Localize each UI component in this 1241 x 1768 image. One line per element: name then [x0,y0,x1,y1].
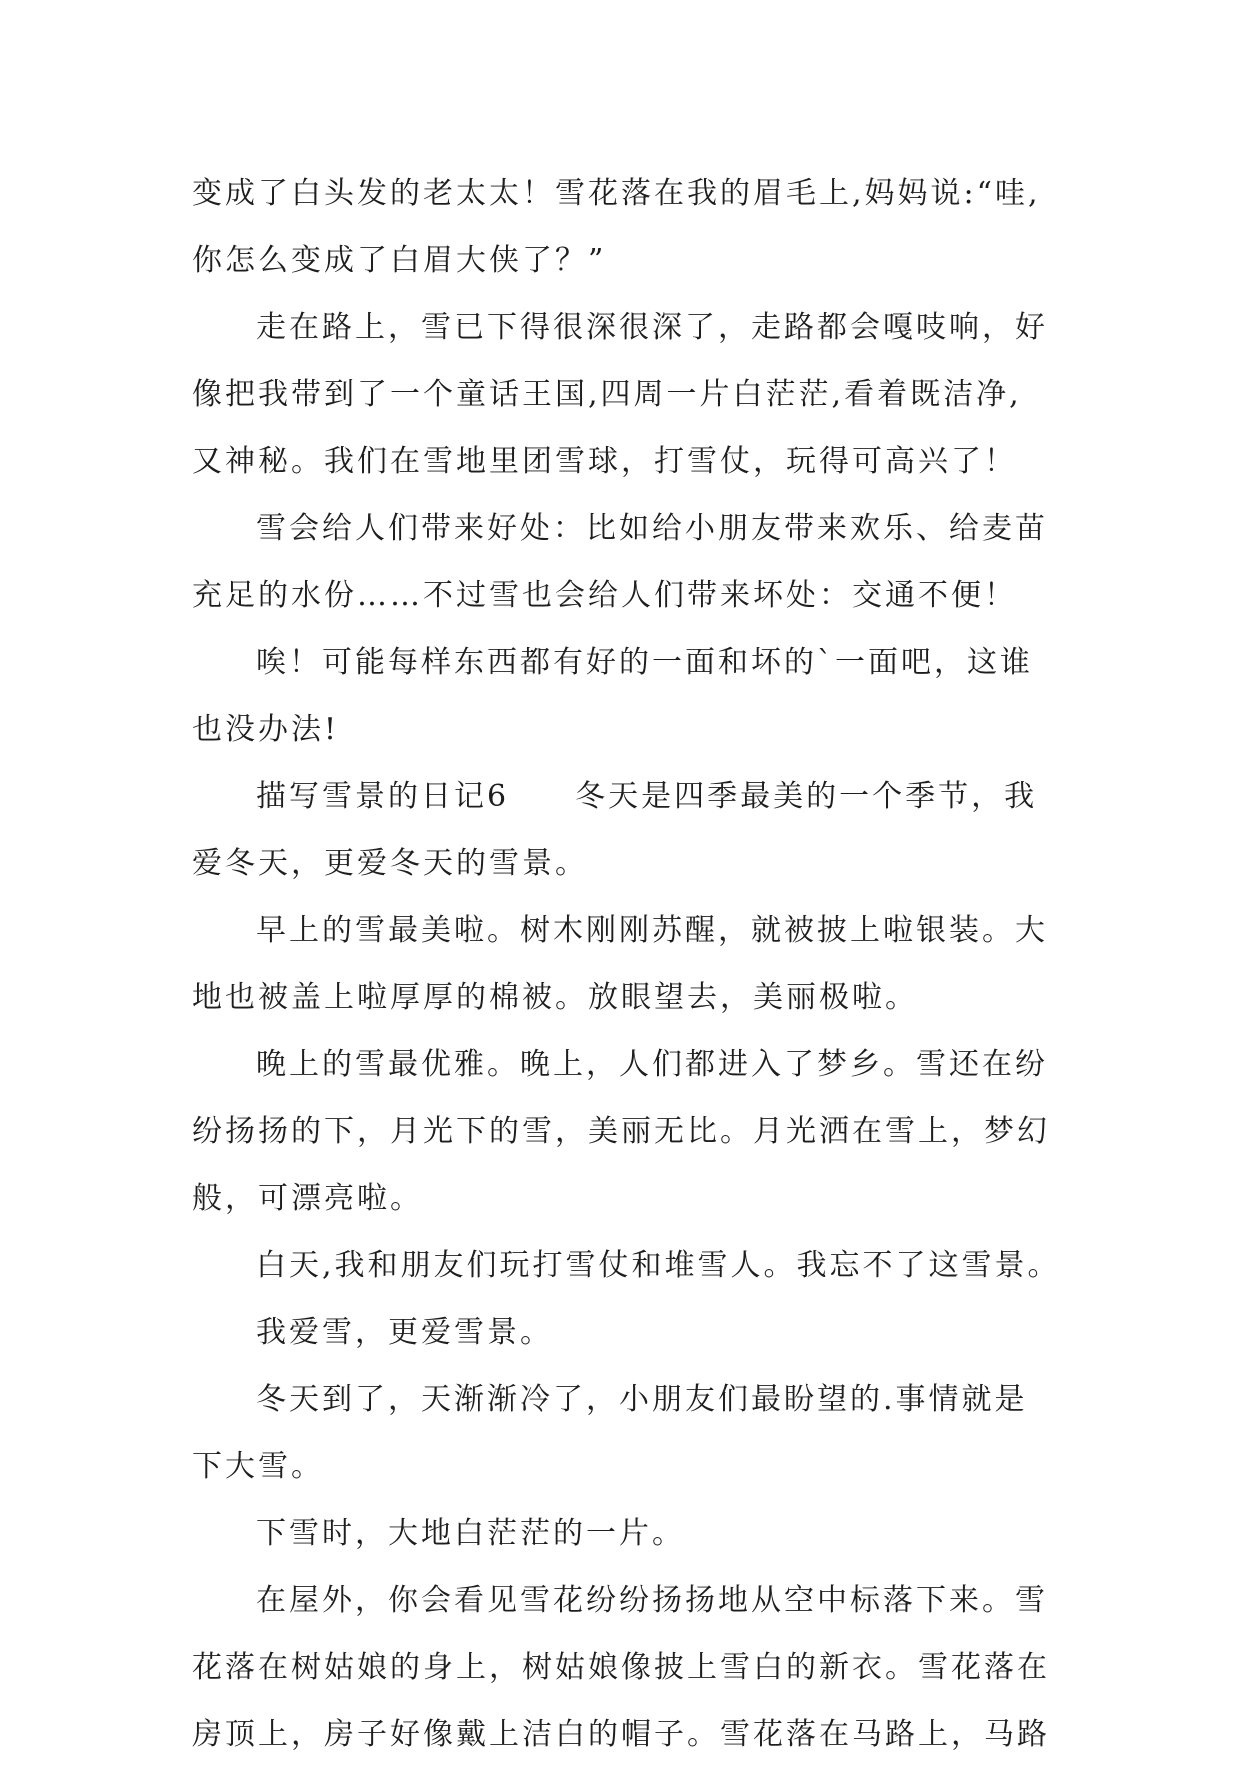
text-line: 白天,我和朋友们玩打雪仗和堆雪人。我忘不了这雪景。 [256,1248,1061,1283]
text-line: 晚上的雪最优雅。晚上，人们都进入了梦乡。雪还在纷 [256,1047,1048,1082]
text-line: 房顶上，房子好像戴上洁白的帽子。雪花落在马路上，马路 [192,1717,1050,1752]
text-line: 充足的水份……不过雪也会给人们带来坏处：交通不便！ [192,578,1017,613]
text-line: 早上的雪最美啦。树木刚刚苏醒，就被披上啦银装。大 [256,913,1048,948]
text-line: 像把我带到了一个童话王国,四周一片白茫茫,看着既洁净, [192,377,1022,412]
text-line: 地也被盖上啦厚厚的棉被。放眼望去，美丽极啦。 [192,980,918,1015]
text-line: 爱冬天，更爱冬天的雪景。 [192,846,588,881]
text-line: 我爱雪，更爱雪景。 [256,1315,553,1350]
text-line: 变成了白头发的老太太！雪花落在我的眉毛上,妈妈说:“哇, [192,176,1041,211]
text-line: 雪会给人们带来好处：比如给小朋友带来欢乐、给麦苗 [256,511,1048,546]
text-line: 在屋外，你会看见雪花纷纷扬扬地从空中标落下来。雪 [256,1583,1048,1618]
text-line: 纷扬扬的下，月光下的雪，美丽无比。月光洒在雪上，梦幻 [192,1114,1050,1149]
text-line: 下雪时，大地白茫茫的一片。 [256,1516,685,1551]
text-line: 般，可漂亮啦。 [192,1181,423,1216]
body-text [192,160,1072,1768]
text-line: 描写雪景的日记6 冬天是四季最美的一个季节，我 [256,779,1038,814]
text-line: 花落在树姑娘的身上，树姑娘像披上雪白的新衣。雪花落在 [192,1650,1050,1685]
text-line: 也没办法! [192,712,340,747]
text-line: 下大雪。 [192,1449,324,1484]
text-line: 唉！可能每样东西都有好的一面和坏的`一面吧，这谁 [256,645,1033,680]
text-line: 你怎么变成了白眉大侠了？” [192,243,607,278]
text-line: 又神秘。我们在雪地里团雪球，打雪仗，玩得可高兴了！ [192,444,1017,479]
text-line: 走在路上，雪已下得很深很深了，走路都会嘎吱响，好 [256,310,1048,345]
text-line: 冬天到了，天渐渐冷了，小朋友们最盼望的.事情就是 [256,1382,1028,1417]
